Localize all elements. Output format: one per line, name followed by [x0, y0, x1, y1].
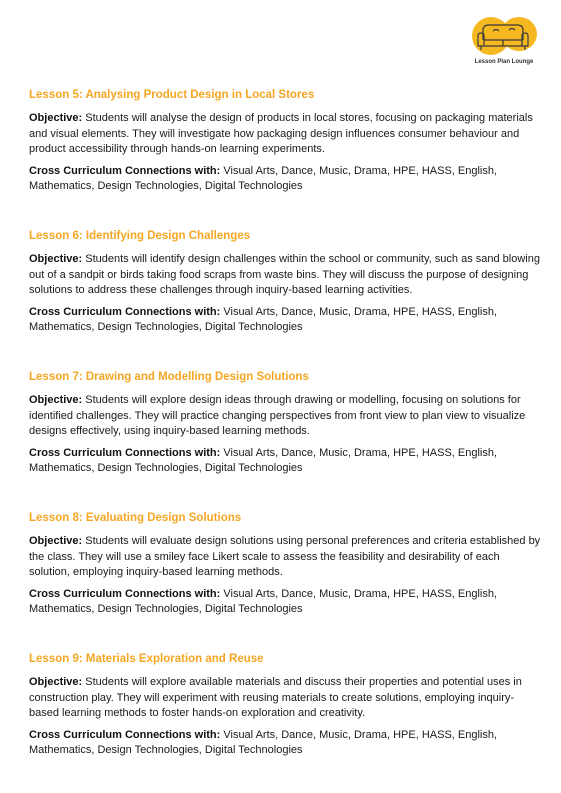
lesson-item	[29, 229, 541, 370]
lesson-title: Lesson 5: Analysing Product Design in Local Stores	[29, 89, 315, 101]
objective-text: Students will evaluate design solutions using personal preferences and criteria established by the class. They will use a smiley face Likert scale to assess the feasibility and desirability of each solution, employing inquiry-based learning methods.	[29, 535, 541, 578]
objective-text: Students will explore design ideas through drawing or modelling, focusing on solutions for identified challenges. They will practice changing perspectives from front view to plan view to visualize designs effectively, using inquiry-based learning methods.	[29, 394, 526, 437]
connections-label: Cross Curriculum Connections with:	[29, 446, 221, 459]
lesson-connections	[29, 446, 541, 477]
objective-label: Objective:	[29, 535, 83, 547]
lesson-title: Lesson 7: Drawing and Modelling Design Solutions	[29, 371, 309, 383]
connections-label: Cross Curriculum Connections with:	[29, 728, 221, 741]
lesson-list	[29, 88, 541, 793]
objective-text: Students will analyse the design of products in local stores, focusing on packaging materials and visual elements. They will investigate how packaging design influences consumer behaviour and product accessibility through hands-on learning experiments.	[29, 112, 533, 155]
objective-label: Objective:	[29, 112, 83, 124]
connections-label: Cross Curriculum Connections with:	[29, 305, 221, 318]
connections-text: Visual Arts, Dance, Music, Drama, HPE, HASS, English, Mathematics, Design Technologies, Digital Technologies	[29, 728, 498, 756]
connections-text: Visual Arts, Dance, Music, Drama, HPE, HASS, English, Mathematics, Design Technologies, Digital Technologies	[29, 587, 498, 615]
lesson-connections	[29, 587, 541, 618]
lesson-objective	[29, 534, 541, 581]
objective-label: Objective:	[29, 676, 83, 688]
connections-text: Visual Arts, Dance, Music, Drama, HPE, HASS, English, Mathematics, Design Technologies, Digital Technologies	[29, 164, 498, 192]
objective-label: Objective:	[29, 253, 83, 265]
lesson-item	[29, 652, 541, 793]
lesson-title: Lesson 8: Evaluating Design Solutions	[29, 512, 242, 524]
connections-label: Cross Curriculum Connections with:	[29, 587, 221, 600]
logo-text: Lesson Plan Lounge	[474, 59, 534, 65]
lesson-item	[29, 370, 541, 511]
connections-label: Cross Curriculum Connections with:	[29, 164, 221, 177]
lesson-objective	[29, 393, 541, 440]
lesson-objective	[29, 675, 541, 722]
lesson-connections	[29, 728, 541, 759]
lesson-title: Lesson 6: Identifying Design Challenges	[29, 230, 251, 242]
objective-label: Objective:	[29, 394, 83, 406]
connections-text: Visual Arts, Dance, Music, Drama, HPE, HASS, English, Mathematics, Design Technologies, Digital Technologies	[29, 446, 498, 474]
lesson-title: Lesson 9: Materials Exploration and Reuse	[29, 653, 264, 665]
lesson-item	[29, 511, 541, 652]
connections-text: Visual Arts, Dance, Music, Drama, HPE, HASS, English, Mathematics, Design Technologies, Digital Technologies	[29, 305, 498, 333]
lesson-connections	[29, 305, 541, 336]
sofa-icon	[469, 14, 539, 60]
lesson-connections	[29, 164, 541, 195]
lesson-item	[29, 88, 541, 229]
logo	[469, 14, 539, 70]
objective-text: Students will identify design challenges within the school or community, such as sand blowing out of a sandpit or birds taking food scraps from waste bins. They will discuss the purpose of designing solutions to address these challenges through inquiry-based learning activities.	[29, 253, 540, 296]
objective-text: Students will explore available materials and discuss their properties and potential uses in construction play. They will experiment with reusing materials to create solutions, employing inquiry-based learning methods to foster hands-on exploration and creativity.	[29, 676, 522, 719]
lesson-objective	[29, 111, 541, 158]
lesson-objective	[29, 252, 541, 299]
